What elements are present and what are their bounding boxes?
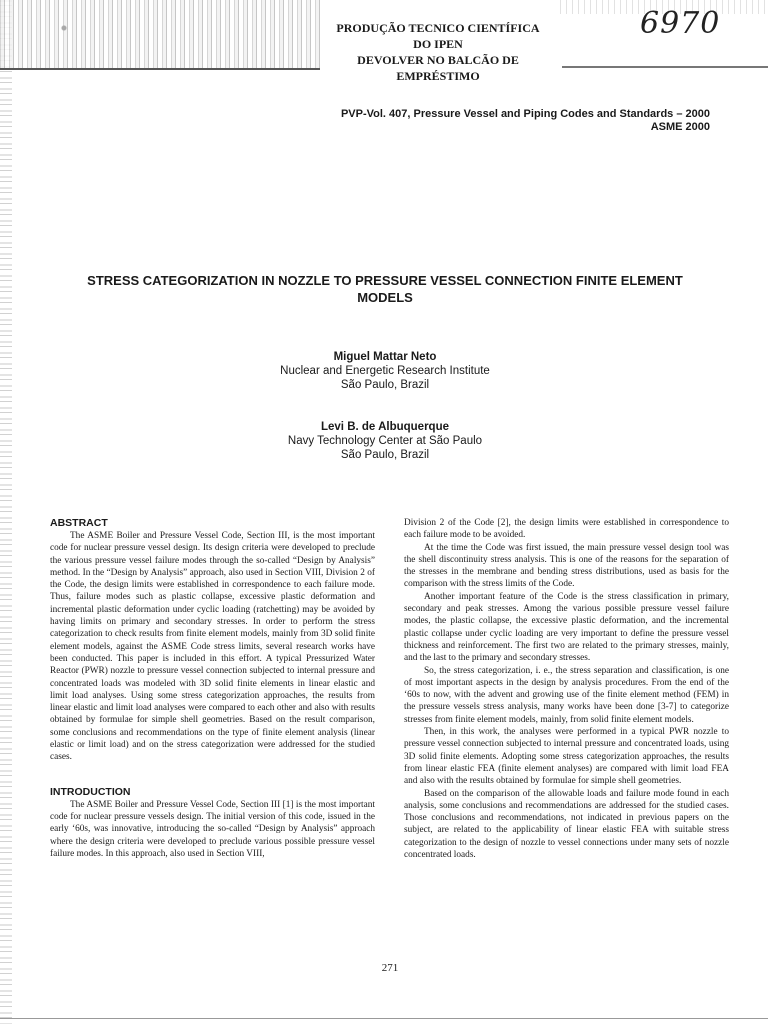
stamp-underline-right [562, 66, 768, 68]
conference-header [300, 108, 710, 134]
paragraph: So, the stress categorization, i. e., the stress separation and classification, is one of most important aspects in the design by analysis procedures. From the end of the ‘60s to now, with the advent and growing use of the finite element method (FEM) in the pressure vessels stress analysis, many works have been done [3-7] to categorize stresses from finite element models, mainly, from solid finite element models. [404, 665, 729, 725]
stamp-line: PRODUÇÃO TECNICO CIENTÍFICA [336, 21, 540, 35]
author-name: Levi B. de Albuquerque [320, 421, 449, 433]
paper-title [40, 272, 730, 306]
scan-bottom-edge [0, 1018, 768, 1019]
scan-edge-left [0, 0, 12, 1024]
stamp-line: DO IPEN [413, 37, 463, 51]
page-number: 271 [381, 962, 399, 974]
abstract-text: The ASME Boiler and Pressure Vessel Code, Section III, is the most important code for nuclear pressure vessel design. Its design criteria were developed to preclude the various pressure vessel failure modes through the so-called “Design by Analysis” method. In the “Design by Analysis” approach, also used in Section VIII, Division 2 of the Code, the design limits were established in correspondence to each failure mode. Thus, failure modes such as plastic collapse, excessive plastic deformation and incremental plastic deformation under cyclic loading (ratchetting) may be avoided by having limits on primary and secondary stresses. In order to perform the stress categorization to check results from finite element models, mainly from 3D solid finite element models, against the ASME Code stress limits, several research works have been conducted. This paper is included in this effort. A typical Pressurized Water Reactor (PWR) nozzle to pressure vessel connection subjected to internal pressure and concentrated loads was modeled with 3D solid finite elements in linear elastic and limit load analyses. Using some stress categorization approaches, the results from linear elastic and limit load analyses were compared to each other and also with results obtained by formulae for simple shell geometries. Based on the result comparison, some conclusions and recommendations on the type of finite element analysis (linear elastic or limit load) and on the stress categorization were addressed for the studied cases. [50, 531, 375, 763]
introduction-heading: INTRODUCTION [50, 785, 131, 798]
author-location: São Paulo, Brazil [340, 379, 430, 391]
author-block [200, 350, 570, 392]
paragraph: Based on the comparison of the allowable loads and failure mode found in each analysis, some conclusions and recommendations are addressed for the studied cases. Those conclusions and recommendations, not indicated in previous papers on the subject, are related to the applicability of linear elastic FEA with suitable stress categorization to the design of nozzle to vessel connections under many sets of nozzle concentrated loads. [404, 788, 729, 861]
author-block [200, 420, 570, 462]
author-location: São Paulo, Brazil [340, 449, 430, 461]
conference-year: ASME 2000 [650, 121, 710, 133]
left-column [50, 517, 375, 860]
paragraph: Then, in this work, the analyses were performed in a typical PWR nozzle to pressure vessel connection subjected to internal pressure and concentrated loads, using 3D solid finite elements. Adopting some stress categorization approaches, the results from linear elastic FEA (finite element analyses) are compared with limit load FEA and also with the results obtained by formulae for simple shell geometries. [404, 727, 729, 787]
library-stamp [320, 20, 556, 84]
title-line: MODELS [357, 290, 413, 305]
scan-noise-top [0, 0, 320, 70]
introduction-text: The ASME Boiler and Pressure Vessel Code, Section III [1] is the most important code for nuclear pressure vessels design. The initial version of this code, issued in the early ‘60s, was innovative, introducing the so-called “Design by Analysis” approach where the design criteria were developed to preclude various possible pressure vessel failure modes. In this approach, also used in Section VIII, [50, 799, 375, 859]
stamp-underline [0, 68, 320, 70]
paragraph: Another important feature of the Code is the stress classification in primary, secondary and peak stresses. Among the various possible pressure vessel failure modes, the plastic collapse, the excessive plastic deformation, and the incremental plastic collapse under cyclic loading are very important to define the pressure vessel thickness and reinforcement. The first two are related to the primary stresses, mainly, and the last to the primary and secondary stresses. [404, 591, 729, 664]
author-affiliation: Navy Technology Center at São Paulo [287, 435, 483, 447]
conference-line: PVP-Vol. 407, Pressure Vessel and Piping Codes and Standards – 2000 [340, 108, 710, 120]
paragraph: At the time the Code was first issued, the main pressure vessel design tool was the shell discontinuity stress analysis. This is one of the reasons for the separation of the stresses in the membrane and bending stress distributions, used as basis for the comparison with the stress limits of the Code. [404, 542, 729, 590]
title-line: STRESS CATEGORIZATION IN NOZZLE TO PRESSURE VESSEL CONNECTION FINITE ELEMENT [87, 273, 683, 288]
author-affiliation: Nuclear and Energetic Research Institute [280, 365, 490, 377]
paragraph: Division 2 of the Code [2], the design limits were established in correspondence to each failure mode to be avoided. [404, 518, 729, 541]
author-name: Miguel Mattar Neto [333, 351, 437, 363]
stamp-line: EMPRÉSTIMO [396, 69, 480, 83]
handwritten-number: 6970 [640, 6, 721, 41]
stamp-line: DEVOLVER NO BALCÃO DE [357, 53, 519, 67]
abstract-heading: ABSTRACT [50, 517, 108, 529]
right-column [404, 517, 729, 861]
